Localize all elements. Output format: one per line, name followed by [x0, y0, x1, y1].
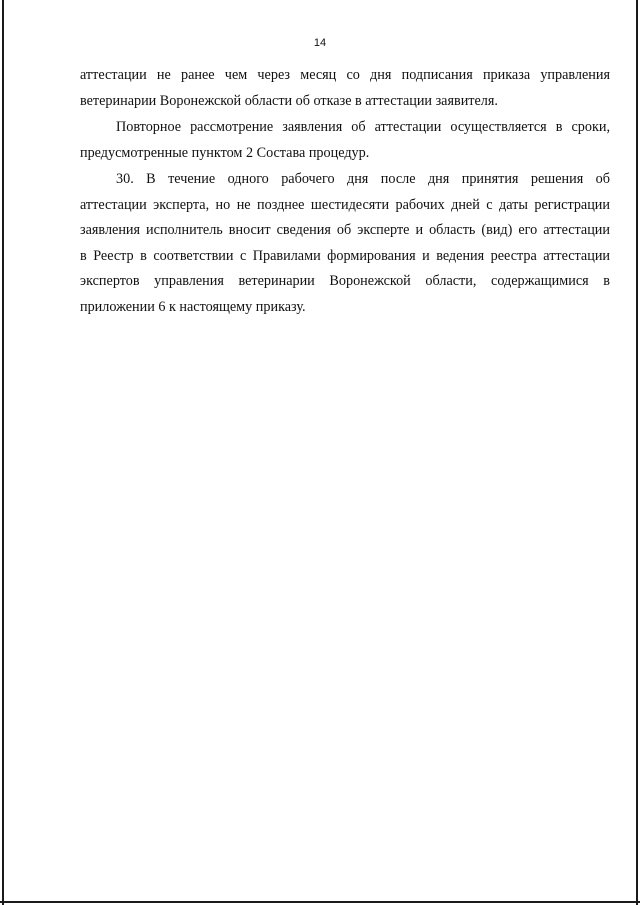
scan-border-right: [636, 0, 638, 905]
text-line: 30. В течение одного рабочего дня после дня принятия решения об: [116, 171, 610, 187]
paragraph-repeat-review: [80, 115, 610, 166]
text-line: заявления исполнитель вносит сведения об эксперте и область (вид) его аттестации: [80, 222, 610, 239]
text-line: экспертов управления ветеринарии Воронежской области, содержащимися в: [80, 273, 610, 290]
scan-border-left: [2, 0, 4, 905]
scan-border-bottom: [0, 901, 640, 903]
paragraph-continuation: [80, 63, 610, 114]
text-line: Повторное рассмотрение заявления об аттестации осуществляется в сроки,: [116, 119, 610, 135]
paragraph-item-30: [80, 167, 610, 321]
text-line: в Реестр в соответствии с Правилами формирования и ведения реестра аттестации: [80, 247, 610, 264]
page-number: 14: [313, 37, 327, 49]
text-line: предусмотренные пунктом 2 Состава процедур.: [80, 144, 370, 161]
text-line: ветеринарии Воронежской области об отказе в аттестации заявителя.: [80, 92, 498, 109]
text-line: аттестации эксперта, но не позднее шестидесяти рабочих дней с даты регистрации: [80, 196, 610, 213]
text-line: аттестации не ранее чем через месяц со дня подписания приказа управления: [80, 67, 610, 83]
text-line: приложении 6 к настоящему приказу.: [80, 298, 306, 315]
